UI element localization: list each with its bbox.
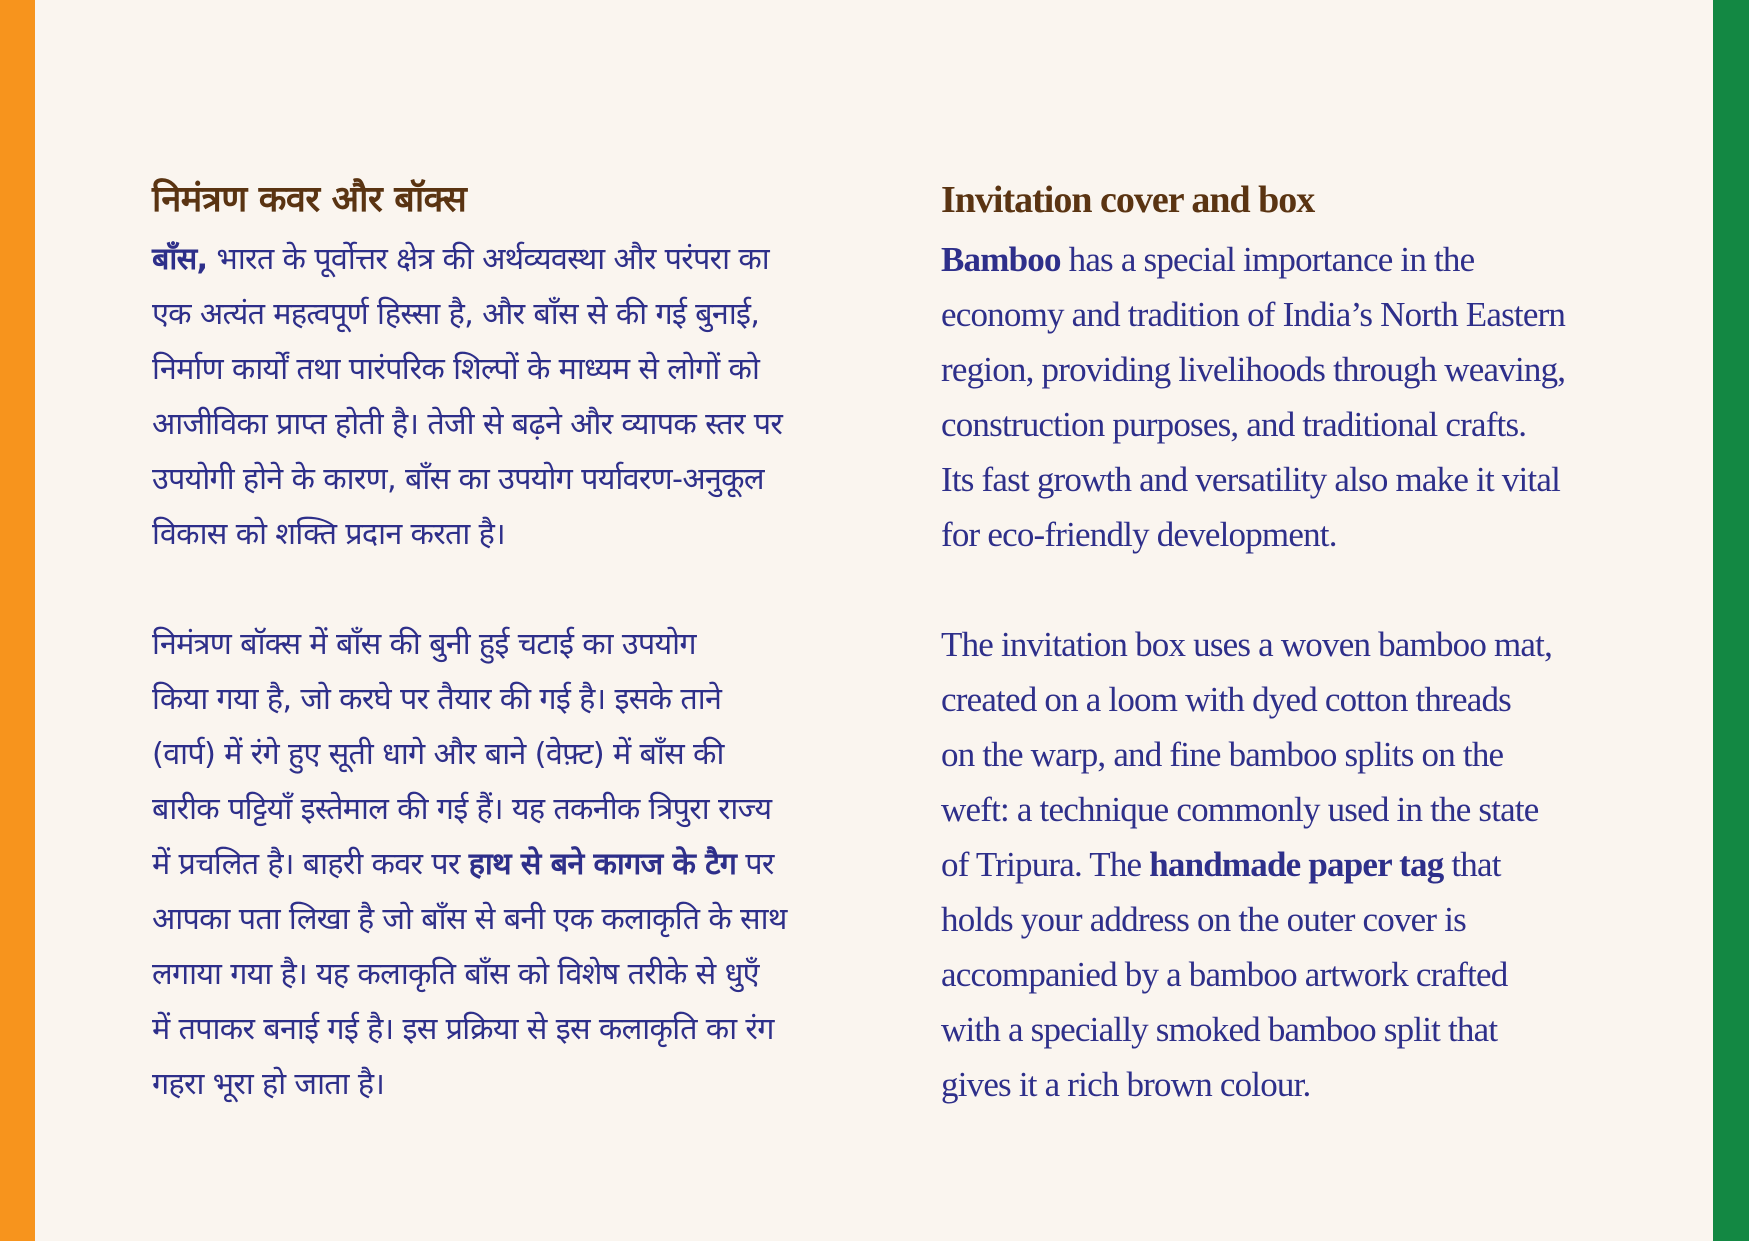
text-line: उपयोगी होने के कारण, बाँस का उपयोग पर्यावरण-अनुकूल <box>152 462 764 497</box>
hindi-column <box>152 168 872 1112</box>
text-span: that <box>1443 845 1501 884</box>
text-line: economy and tradition of India’s North Eastern <box>941 295 1566 334</box>
text-line: construction purposes, and traditional crafts. <box>941 405 1527 444</box>
bold-term: Bamboo <box>941 240 1061 279</box>
text-line: with a specially smoked bamboo split that <box>941 1010 1498 1049</box>
text-line <box>152 837 872 892</box>
bold-term: हाथ से बने कागज के टैग <box>468 847 737 882</box>
text-span: पर <box>736 847 774 882</box>
text-line: (वार्प) में रंगे हुए सूती धागे और बाने (वेफ़्ट) में बाँस की <box>152 737 724 772</box>
text-line: गहरा भूरा हो जाता है। <box>152 1067 385 1102</box>
text-line: विकास को शक्ति प्रदान करता है। <box>152 517 505 552</box>
text-line: आजीविका प्राप्त होती है। तेजी से बढ़ने और व्यापक स्तर पर <box>152 407 783 442</box>
hindi-paragraph-2 <box>152 617 872 1112</box>
text-line: निमंत्रण बॉक्स में बाँस की बुनी हुई चटाई का उपयोग <box>152 627 696 662</box>
text-line: आपका पता लिखा है जो बाँस से बनी एक कलाकृति के साथ <box>152 902 787 937</box>
text-line: holds your address on the outer cover is <box>941 900 1466 939</box>
text-line: बारीक पट्टियाँ इस्तेमाल की गई हैं। यह तकनीक त्रिपुरा राज्य <box>152 792 772 827</box>
bold-term: handmade paper tag <box>1149 845 1444 884</box>
hindi-heading: निमंत्रण कवर और बॉक्स <box>152 179 467 220</box>
green-border-stripe <box>1713 0 1749 1241</box>
bold-term: बाँस, <box>152 242 208 277</box>
text-line: gives it a rich brown colour. <box>941 1065 1311 1104</box>
text-line <box>941 837 1621 892</box>
text-line: for eco-friendly development. <box>941 515 1337 554</box>
text-span: of Tripura. The <box>941 845 1150 884</box>
text-line: Its fast growth and versatility also make it vital <box>941 460 1561 499</box>
english-heading: Invitation cover and box <box>941 179 1315 221</box>
hindi-paragraph-1 <box>152 232 872 562</box>
text-line: एक अत्यंत महत्वपूर्ण हिस्सा है, और बाँस से की गई बुनाई, <box>152 297 760 332</box>
text-line: region, providing livelihoods through weaving, <box>941 350 1566 389</box>
text-line: किया गया है, जो करघे पर तैयार की गई है। इसके ताने <box>152 682 722 717</box>
text-line: created on a loom with dyed cotton threads <box>941 680 1511 719</box>
text-line: on the warp, and fine bamboo splits on the <box>941 735 1504 774</box>
text-line: weft: a technique commonly used in the state <box>941 790 1539 829</box>
text-line: निर्माण कार्यों तथा पारंपरिक शिल्पों के माध्यम से लोगों को <box>152 352 760 387</box>
text-line: accompanied by a bamboo artwork crafted <box>941 955 1508 994</box>
saffron-border-stripe <box>0 0 35 1241</box>
text-line <box>941 232 1621 287</box>
text-line: लगाया गया है। यह कलाकृति बाँस को विशेष तरीके से धुएँ <box>152 957 759 992</box>
english-paragraph-1 <box>941 232 1621 562</box>
text-line: The invitation box uses a woven bamboo mat, <box>941 625 1553 664</box>
text-span: में प्रचलित है। बाहरी कवर पर <box>152 847 469 882</box>
text-line: में तपाकर बनाई गई है। इस प्रक्रिया से इस कलाकृति का रंग <box>152 1012 774 1047</box>
english-column <box>941 168 1621 1112</box>
text-span: has a special importance in the <box>1060 240 1475 279</box>
english-paragraph-2 <box>941 617 1621 1112</box>
text-span: भारत के पूर्वोत्तर क्षेत्र की अर्थव्यवस्था और परंपरा का <box>207 242 769 277</box>
text-line <box>152 232 872 287</box>
